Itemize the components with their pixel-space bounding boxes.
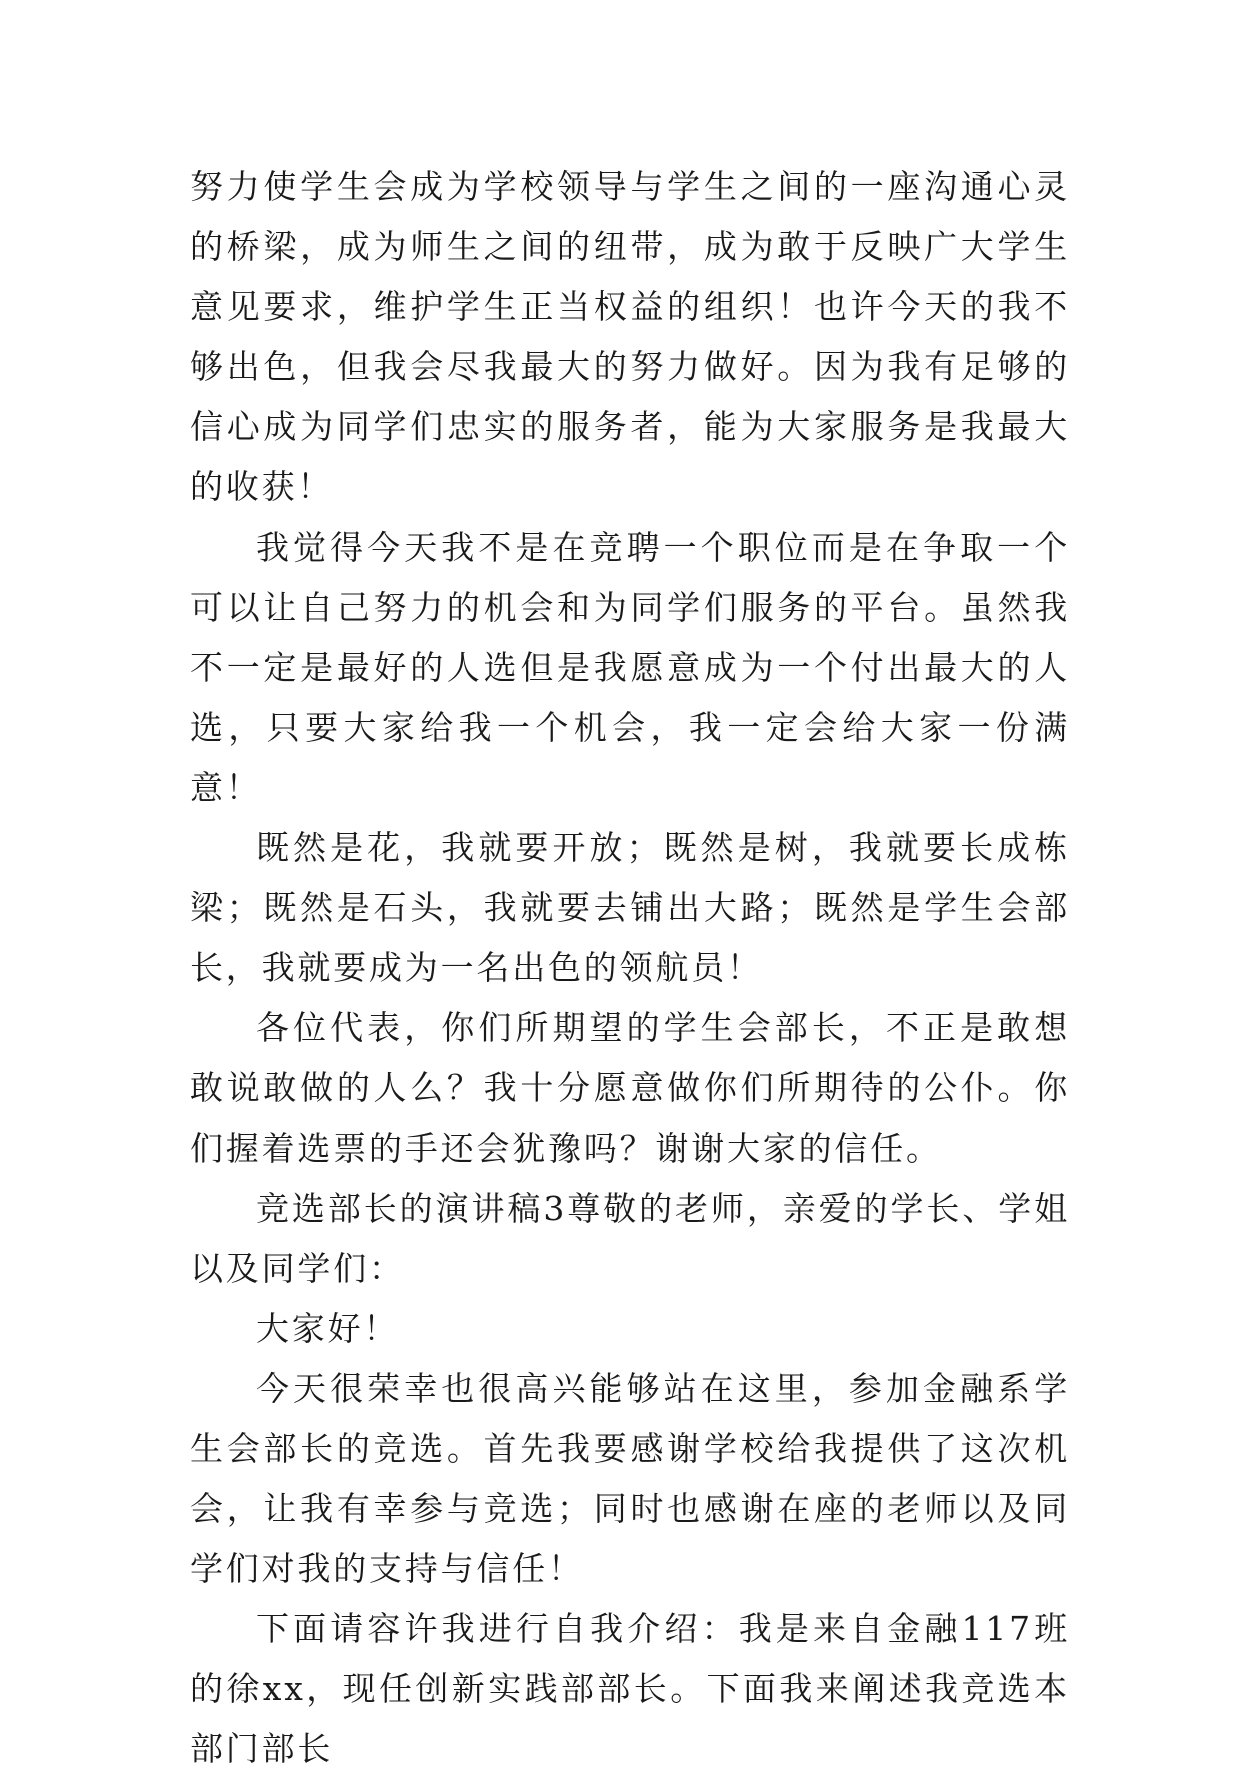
paragraph-6: 大家好！ [256, 1308, 400, 1348]
paragraph-5: 竞选部长的演讲稿3尊敬的老师，亲爱的学长、学姐以及同学们： [190, 1188, 1070, 1288]
paragraph-8: 下面请容许我进行自我介绍：我是来自金融117班的徐xx，现任创新实践部部长。下面我来阐述我竞选本部门部长 [190, 1609, 1070, 1769]
paragraph-7: 今天很荣幸也很高兴能够站在这里，参加金融系学生会部长的竞选。首先我要感谢学校给我提供了这次机会，让我有幸参与竞选；同时也感谢在座的老师以及同学们对我的支持与信任！ [190, 1368, 1070, 1589]
paragraph-4: 各位代表，你们所期望的学生会部长，不正是敢想敢说敢做的人么？我十分愿意做你们所期待的公仆。你们握着选票的手还会犹豫吗？谢谢大家的信任。 [190, 1008, 1070, 1168]
paragraph-1: 努力使学生会成为学校领导与学生之间的一座沟通心灵的桥梁，成为师生之间的纽带，成为敢于反映广大学生意见要求，维护学生正当权益的组织！也许今天的我不够出色，但我会尽我最大的努力做好。因为我有足够的信心成为同学们忠实的服务者，能为大家服务是我最大的收获！ [190, 167, 1070, 507]
paragraph-3: 既然是花，我就要开放；既然是树，我就要长成栋梁；既然是石头，我就要去铺出大路；既然是学生会部长，我就要成为一名出色的领航员！ [190, 828, 1070, 988]
paragraph-2: 我觉得今天我不是在竞聘一个职位而是在争取一个可以让自己努力的机会和为同学们服务的平台。虽然我不一定是最好的人选但是我愿意成为一个付出最大的人选，只要大家给我一个机会，我一定会给大家一份满意！ [190, 527, 1070, 807]
document-body [190, 157, 1070, 1780]
